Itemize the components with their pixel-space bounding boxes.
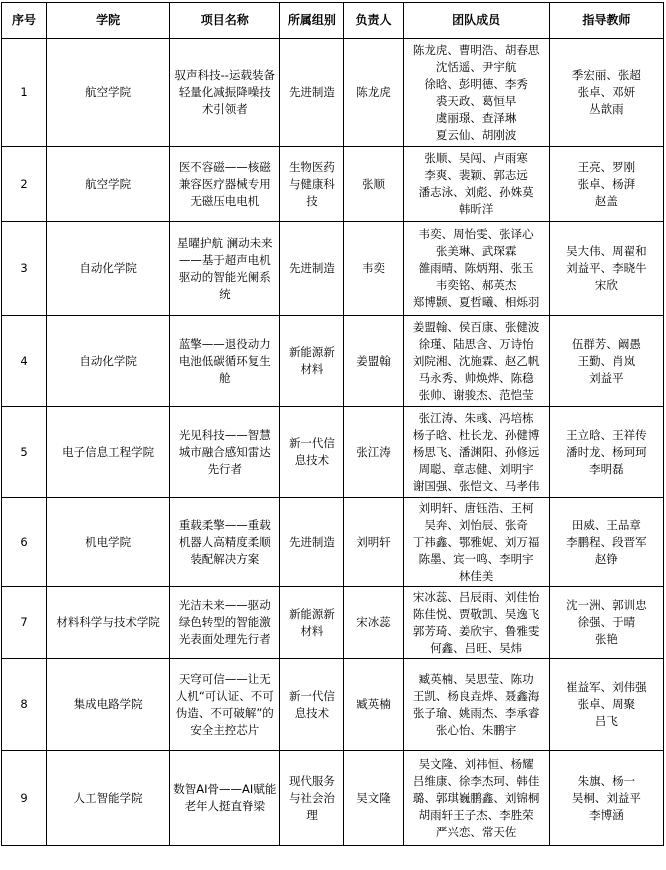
project-name-cell: 星曜护航 澜动未来——基于超声电机驱动的智能光阑系统 <box>170 222 280 316</box>
team-members-cell-line: 郭芳琦、姜欣宇、鲁雅雯 <box>412 623 540 638</box>
advisors-cell-line: 张艳 <box>594 632 618 646</box>
table-row <box>2 39 664 147</box>
advisors-cell-line: 徐强、于晴 <box>577 615 636 629</box>
team-members-cell-line: 徐晗、彭明德、李秀 <box>424 76 528 91</box>
college-cell: 自动化学院 <box>47 316 170 407</box>
group-cell: 新一代信息技术 <box>280 407 344 498</box>
advisors-cell <box>549 147 663 222</box>
college-cell: 自动化学院 <box>47 222 170 316</box>
project-name-cell: 重载柔擎——重载机器人高精度柔顺装配解决方案 <box>170 498 280 587</box>
team-members-cell-line: 刘院湘、沈施霖、赵乙帆 <box>412 353 540 368</box>
advisors-cell-line: 李鹏程、段晋军 <box>566 534 647 549</box>
advisors-cell-line: 沈一洲、郭训忠 <box>566 598 647 612</box>
leader-cell: 刘明轩 <box>344 498 403 587</box>
project-name-cell: 医不容磁——核磁兼容医疗器械专用无磁压电电机 <box>170 147 280 222</box>
table-row <box>2 316 664 407</box>
team-members-cell-line: 韩昕洋 <box>458 202 494 216</box>
team-members-cell-line: 张子瑜、姚雨杰、李承睿 <box>412 705 540 720</box>
leader-cell: 吴文隆 <box>344 751 403 846</box>
group-cell: 新能源新材料 <box>280 316 344 407</box>
leader-cell: 张顺 <box>344 147 403 222</box>
team-members-cell-line: 丁祎鑫、鄂雅妮、刘万福 <box>412 534 540 549</box>
team-members-cell-line: 姜盟翰、侯百康、张健波 <box>412 319 540 334</box>
header-team-members: 团队成员 <box>403 3 549 39</box>
row-index: 5 <box>2 407 47 498</box>
advisors-cell-line: 张卓、邓妍 <box>577 85 636 99</box>
table-row <box>2 222 664 316</box>
leader-cell: 姜盟翰 <box>344 316 403 407</box>
team-members-cell <box>403 407 549 498</box>
advisors-cell-line: 李博涵 <box>589 807 624 822</box>
team-members-cell <box>403 147 549 222</box>
advisors-cell-line: 吴大伟、周翟和 <box>566 244 647 258</box>
advisors-cell <box>549 751 663 846</box>
team-members-cell-line: 裘天政、葛恒早 <box>435 93 517 108</box>
team-members-cell-line: 郑博颢、夏哲曦、相烁羽 <box>412 295 540 309</box>
team-members-cell-line: 林佳美 <box>458 568 494 583</box>
advisors-cell-line: 李明磊 <box>589 461 624 476</box>
college-cell: 材料科学与技术学院 <box>47 587 170 659</box>
header-advisors: 指导教师 <box>549 3 663 39</box>
advisors-cell-line: 王勤、肖岚 <box>577 353 636 368</box>
header-college: 学院 <box>47 3 170 39</box>
table-row <box>2 147 664 222</box>
team-members-cell <box>403 316 549 407</box>
team-members-cell <box>403 39 549 147</box>
project-name-cell: 蓝擎——退役动力电池低碳循环复生舱 <box>170 316 280 407</box>
row-index: 7 <box>2 587 47 659</box>
leader-cell: 陈龙虎 <box>344 39 403 147</box>
college-cell: 航空学院 <box>47 147 170 222</box>
header-project-name: 项目名称 <box>170 3 280 39</box>
row-index: 3 <box>2 222 47 316</box>
team-members-cell-line: 胡雨轩王子杰、李胜荣 <box>418 807 534 822</box>
advisors-cell <box>549 659 663 751</box>
row-index: 9 <box>2 751 47 846</box>
row-index: 6 <box>2 498 47 587</box>
table-row <box>2 751 664 846</box>
advisors-cell-line: 崔益军、刘伟强 <box>566 680 647 694</box>
advisors-cell-line: 季宏丽、张超 <box>571 68 641 82</box>
team-members-cell <box>403 498 549 587</box>
team-members-cell-line: 吴文隆、刘祎恒、杨耀 <box>418 756 534 771</box>
college-cell: 机电学院 <box>47 498 170 587</box>
team-members-cell-line: 李爽、裴颖、郭志远 <box>424 168 528 182</box>
group-cell: 现代服务与社会治理 <box>280 751 344 846</box>
team-members-cell-line: 何鑫、吕旺、吴炜 <box>430 640 523 655</box>
project-name-cell: 光洁未来——驱动绿色转型的智能激光表面处理先行者 <box>170 587 280 659</box>
table-row <box>2 659 664 751</box>
team-members-cell-line: 马永秀、帅焕烨、陈稳 <box>418 370 534 385</box>
group-cell: 新一代信息技术 <box>280 659 344 751</box>
team-members-cell-line: 严兴恋、常天佐 <box>435 824 517 839</box>
table-row <box>2 498 664 587</box>
team-members-cell-line: 雒雨晴、陈炳翔、张玉 <box>418 261 534 275</box>
team-members-cell-line: 张江涛、朱彧、冯培栋 <box>418 410 534 425</box>
header-group: 所属组别 <box>280 3 344 39</box>
advisors-cell <box>549 316 663 407</box>
row-index: 8 <box>2 659 47 751</box>
header-row <box>2 3 664 39</box>
advisors-cell-line: 伍群芳、阚愚 <box>571 336 641 351</box>
advisors-cell-line: 宋欣 <box>594 278 618 292</box>
table-row <box>2 587 664 659</box>
advisors-cell-line: 吴桐、刘益平 <box>571 790 641 805</box>
table-row <box>2 407 664 498</box>
project-name-cell: 驭声科技--运载装备轻量化减振降噪技术引领者 <box>170 39 280 147</box>
college-cell: 集成电路学院 <box>47 659 170 751</box>
team-members-cell <box>403 751 549 846</box>
leader-cell: 韦奕 <box>344 222 403 316</box>
project-name-cell: 数智AI骨——AI赋能老年人挺直脊梁 <box>170 751 280 846</box>
advisors-cell-line: 张卓、杨湃 <box>577 176 636 191</box>
advisors-cell <box>549 39 663 147</box>
team-members-cell-line: 刘明轩、唐钰浩、王柯 <box>418 500 534 515</box>
team-members-cell-line: 韦奕铭、郝英杰 <box>435 278 517 292</box>
group-cell: 先进制造 <box>280 222 344 316</box>
team-members-cell-line: 张心怡、朱鹏宇 <box>435 722 517 737</box>
row-index: 4 <box>2 316 47 407</box>
team-members-cell-line: 虞丽璟、查泽琳 <box>435 110 517 125</box>
team-members-cell <box>403 222 549 316</box>
project-name-cell: 光见科技——智慧城市融合感知雷达先行者 <box>170 407 280 498</box>
college-cell: 人工智能学院 <box>47 751 170 846</box>
team-members-cell-line: 宋冰蕊、吕辰雨、刘佳怡 <box>412 589 540 604</box>
project-name-cell: 天穹可信——让无人机“可认证、不可伪造、不可破解”的安全主控芯片 <box>170 659 280 751</box>
team-members-cell-line: 王凯、杨良垚烨、聂鑫海 <box>412 688 540 703</box>
group-cell: 生物医药与健康科技 <box>280 147 344 222</box>
team-members-cell <box>403 587 549 659</box>
header-leader: 负责人 <box>344 3 403 39</box>
team-members-cell-line: 陈佳悦、贾敬凯、吴逸飞 <box>412 606 540 621</box>
team-members-cell-line: 夏云仙、胡刚波 <box>435 127 517 142</box>
leader-cell: 张江涛 <box>344 407 403 498</box>
team-members-cell <box>403 659 549 751</box>
advisors-cell-line: 刘益平 <box>589 370 624 385</box>
row-index: 1 <box>2 39 47 147</box>
team-members-cell-line: 徐瑾、陆思含、万诗怡 <box>418 336 534 351</box>
advisors-cell-line: 潘时龙、杨珂珂 <box>566 444 647 459</box>
advisors-cell-line: 丛歆雨 <box>589 102 624 116</box>
team-members-cell-line: 杨思飞、潘渊阳、孙修远 <box>412 444 540 459</box>
group-cell: 先进制造 <box>280 39 344 147</box>
advisors-cell-line: 张卓、周聚 <box>577 697 636 711</box>
group-cell: 先进制造 <box>280 498 344 587</box>
advisors-cell-line: 王亮、罗刚 <box>577 159 636 174</box>
team-members-cell-line: 吕维康、徐李杰珂、韩佳 <box>412 773 540 788</box>
team-members-cell-line: 沈恬遥、尹宇航 <box>435 59 517 74</box>
header-index: 序号 <box>2 3 47 39</box>
advisors-cell-line: 王立晗、王祥传 <box>566 427 647 442</box>
advisors-cell <box>549 222 663 316</box>
advisors-cell-line: 赵盖 <box>594 193 618 208</box>
advisors-cell-line: 刘益平、李晓牛 <box>566 261 647 275</box>
team-members-cell-line: 杨子晗、杜长龙、孙健博 <box>412 427 540 442</box>
advisors-cell-line: 朱旗、杨一 <box>577 773 636 788</box>
leader-cell: 臧英楠 <box>344 659 403 751</box>
team-members-cell-line: 吴奔、刘怡辰、张奇 <box>424 517 528 532</box>
team-members-cell-line: 谢国强、张恺文、马孝伟 <box>412 478 540 493</box>
advisors-cell-line: 赵铮 <box>594 551 618 566</box>
advisors-cell-line: 吕飞 <box>594 714 618 728</box>
advisors-cell-line: 田威、王品章 <box>571 517 641 532</box>
row-index: 2 <box>2 147 47 222</box>
team-members-cell-line: 璐、郭琪巍鹏鑫、刘锦桐 <box>412 790 540 805</box>
group-cell: 新能源新材料 <box>280 587 344 659</box>
team-members-cell-line: 周聪、章志健、刘明宇 <box>418 461 534 476</box>
college-cell: 航空学院 <box>47 39 170 147</box>
advisors-cell <box>549 407 663 498</box>
project-table <box>1 2 664 846</box>
team-members-cell-line: 张顺、吴闯、卢雨寒 <box>424 151 528 165</box>
team-members-cell-line: 潘志泳、刘彪、孙姝莫 <box>418 185 534 199</box>
team-members-cell-line: 陈龙虎、曹明浩、胡春思 <box>412 42 540 57</box>
team-members-cell-line: 张帅、谢骏杰、范恺莹 <box>418 387 534 402</box>
advisors-cell <box>549 587 663 659</box>
team-members-cell-line: 张美琳、武琛霖 <box>435 244 517 258</box>
leader-cell: 宋冰蕊 <box>344 587 403 659</box>
team-members-cell-line: 臧英楠、吴思莹、陈功 <box>418 671 534 686</box>
college-cell: 电子信息工程学院 <box>47 407 170 498</box>
team-members-cell-line: 陈墨、宾一鸣、李明宇 <box>418 551 534 566</box>
advisors-cell <box>549 498 663 587</box>
team-members-cell-line: 韦奕、周怡雯、张译心 <box>418 227 534 241</box>
